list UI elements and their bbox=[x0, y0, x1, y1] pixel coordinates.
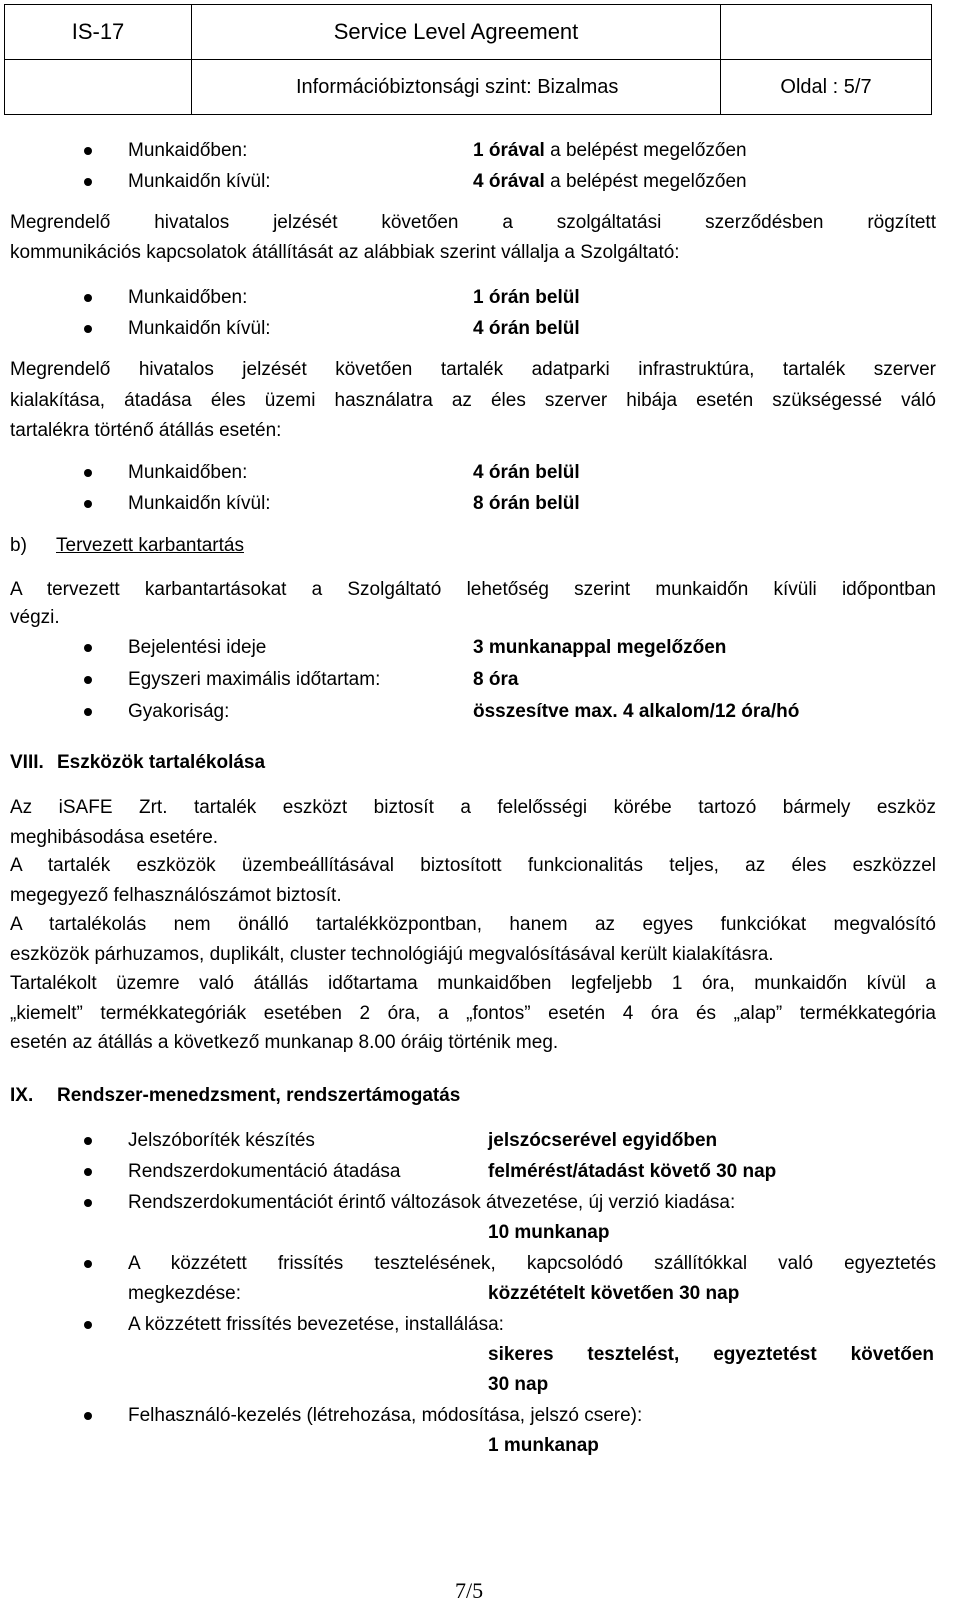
paragraph-line: A tartalékolás nem önálló tartalékközpontban, hanem az egyes funkciókat megvalósító bbox=[10, 914, 936, 935]
list-item-continuation bbox=[0, 1340, 960, 1370]
bullet-icon bbox=[84, 147, 92, 155]
item-label: Felhasználó-kezelés (létrehozása, módosítása, jelszó csere): bbox=[128, 1405, 643, 1426]
list-item bbox=[0, 458, 960, 488]
list-item bbox=[0, 283, 960, 313]
item-value: 8 órán belül bbox=[473, 493, 580, 514]
bullet-icon bbox=[84, 1321, 92, 1329]
paragraph-line: Megrendelő hivatalos jelzését követően tartalék adatparki infrastruktúra, tartalék szerver bbox=[10, 359, 936, 380]
list-item bbox=[0, 697, 960, 727]
list-item bbox=[0, 1188, 960, 1218]
paragraph-line: Tartalékolt üzemre való átállás időtartama munkaidőben legfeljebb 1 óra, munkaidőn kívül a bbox=[10, 973, 936, 994]
section-title: Eszközök tartalékolása bbox=[57, 752, 266, 773]
bullet-icon bbox=[84, 469, 92, 477]
item-value: 3 munkanappal megelőzően bbox=[473, 637, 727, 658]
list-item-continuation bbox=[0, 1218, 960, 1248]
list-item bbox=[0, 665, 960, 695]
item-value: közzétételt követően 30 nap bbox=[488, 1283, 740, 1304]
item-label: Rendszerdokumentáció átadása bbox=[128, 1161, 401, 1182]
list-item bbox=[0, 489, 960, 519]
header-empty-cell bbox=[5, 60, 192, 115]
page-indicator: Oldal : 5/7 bbox=[721, 60, 932, 115]
document-header bbox=[4, 4, 932, 115]
bullet-icon bbox=[84, 1168, 92, 1176]
item-value: 4 órán belül bbox=[473, 462, 580, 483]
item-label: Munkaidőben: bbox=[128, 140, 248, 161]
item-value: 1 órával a belépést megelőzően bbox=[473, 140, 747, 161]
bullet-icon bbox=[84, 708, 92, 716]
item-label: A közzétett frissítés tesztelésének, kapcsolódó szállítókkal való egyeztetés bbox=[128, 1253, 936, 1274]
item-value: 10 munkanap bbox=[488, 1222, 610, 1243]
item-label: Munkaidőn kívül: bbox=[128, 318, 271, 339]
item-label: Bejelentési ideje bbox=[128, 637, 267, 658]
section-title: Rendszer-menedzsment, rendszertámogatás bbox=[57, 1085, 461, 1106]
paragraph-line: megegyező felhasználószámot biztosít. bbox=[10, 885, 342, 906]
paragraph-line: kialakítása, átadása éles üzemi használatra az éles szerver hibája esetén szükségessé váló bbox=[10, 390, 936, 411]
item-label: Munkaidőben: bbox=[128, 462, 248, 483]
item-label: Jelszóboríték készítés bbox=[128, 1130, 315, 1151]
paragraph-line: Az iSAFE Zrt. tartalék eszközt biztosít a felelősségi körébe tartozó bármely eszköz bbox=[10, 797, 936, 818]
bullet-icon bbox=[84, 500, 92, 508]
section-number: IX. bbox=[10, 1085, 34, 1106]
bullet-icon bbox=[84, 178, 92, 186]
paragraph-line: végzi. bbox=[10, 607, 60, 628]
section-title: Tervezett karbantartás bbox=[56, 535, 244, 556]
item-value: összesítve max. 4 alkalom/12 óra/hó bbox=[473, 701, 800, 722]
list-item bbox=[0, 633, 960, 663]
bullet-icon bbox=[84, 676, 92, 684]
bullet-icon bbox=[84, 644, 92, 652]
paragraph-line: „kiemelt” termékkategóriák esetében 2 óra, a „fontos” esetén 4 óra és „alap” termékkategória bbox=[10, 1003, 936, 1024]
item-label: Gyakoriság: bbox=[128, 701, 230, 722]
paragraph-line: esetén az átállás a következő munkanap 8.00 óráig történik meg. bbox=[10, 1032, 559, 1053]
list-item bbox=[0, 1401, 960, 1431]
list-item bbox=[0, 1249, 960, 1279]
list-item-continuation bbox=[0, 1431, 960, 1461]
bullet-icon bbox=[84, 1412, 92, 1420]
section-number: VIII. bbox=[10, 752, 44, 773]
bullet-icon bbox=[84, 1260, 92, 1268]
list-item bbox=[0, 314, 960, 344]
item-label: Munkaidőn kívül: bbox=[128, 493, 271, 514]
list-item bbox=[0, 136, 960, 166]
paragraph-line: meghibásodása esetére. bbox=[10, 827, 219, 848]
doc-title: Service Level Agreement bbox=[192, 5, 721, 60]
paragraph-line: A tartalék eszközök üzembeállításával biztosított funkcionalitás teljes, az éles eszközzel bbox=[10, 855, 936, 876]
paragraph-line: eszközök párhuzamos, duplikált, cluster technológiájú megvalósításával került kialakításra. bbox=[10, 944, 774, 965]
item-value: sikeres tesztelést, egyeztetést követően bbox=[488, 1344, 934, 1365]
page-number: 7/5 bbox=[455, 1578, 484, 1603]
item-value: 30 nap bbox=[488, 1374, 549, 1395]
bullet-icon bbox=[84, 1137, 92, 1145]
bullet-icon bbox=[84, 1199, 92, 1207]
item-value: 8 óra bbox=[473, 669, 519, 690]
bullet-icon bbox=[84, 325, 92, 333]
item-value: 1 órán belül bbox=[473, 287, 580, 308]
list-item-continuation bbox=[0, 1370, 960, 1400]
list-item-continuation bbox=[0, 1279, 960, 1309]
item-value: felmérést/átadást követő 30 nap bbox=[488, 1161, 777, 1182]
item-label: megkezdése: bbox=[128, 1283, 242, 1304]
section-marker: b) bbox=[10, 535, 27, 556]
item-value: 1 munkanap bbox=[488, 1435, 599, 1456]
item-value: 4 órán belül bbox=[473, 318, 580, 339]
paragraph-line: kommunikációs kapcsolatok átállítását az alábbiak szerint vállalja a Szolgáltató: bbox=[10, 242, 680, 263]
item-value: 4 órával a belépést megelőzően bbox=[473, 171, 747, 192]
doc-id: IS-17 bbox=[5, 5, 192, 60]
paragraph-line: A tervezett karbantartásokat a Szolgáltató lehetőség szerint munkaidőn kívüli időpontban bbox=[10, 579, 936, 600]
paragraph-line: tartalékra történő átállás esetén: bbox=[10, 420, 282, 441]
item-label: Rendszerdokumentációt érintő változások átvezetése, új verzió kiadása: bbox=[128, 1192, 736, 1213]
paragraph-line: Megrendelő hivatalos jelzését követően a szolgáltatási szerződésben rögzített bbox=[10, 212, 936, 233]
list-item bbox=[0, 1310, 960, 1340]
item-value: jelszócserével egyidőben bbox=[488, 1130, 718, 1151]
item-label: Munkaidőben: bbox=[128, 287, 248, 308]
security-level: Információbiztonsági szint: Bizalmas bbox=[192, 60, 721, 115]
header-empty-cell bbox=[721, 5, 932, 60]
item-label: Munkaidőn kívül: bbox=[128, 171, 271, 192]
list-item bbox=[0, 167, 960, 197]
item-label: Egyszeri maximális időtartam: bbox=[128, 669, 381, 690]
list-item bbox=[0, 1126, 960, 1156]
item-label: A közzétett frissítés bevezetése, installálása: bbox=[128, 1314, 504, 1335]
list-item bbox=[0, 1157, 960, 1187]
bullet-icon bbox=[84, 294, 92, 302]
